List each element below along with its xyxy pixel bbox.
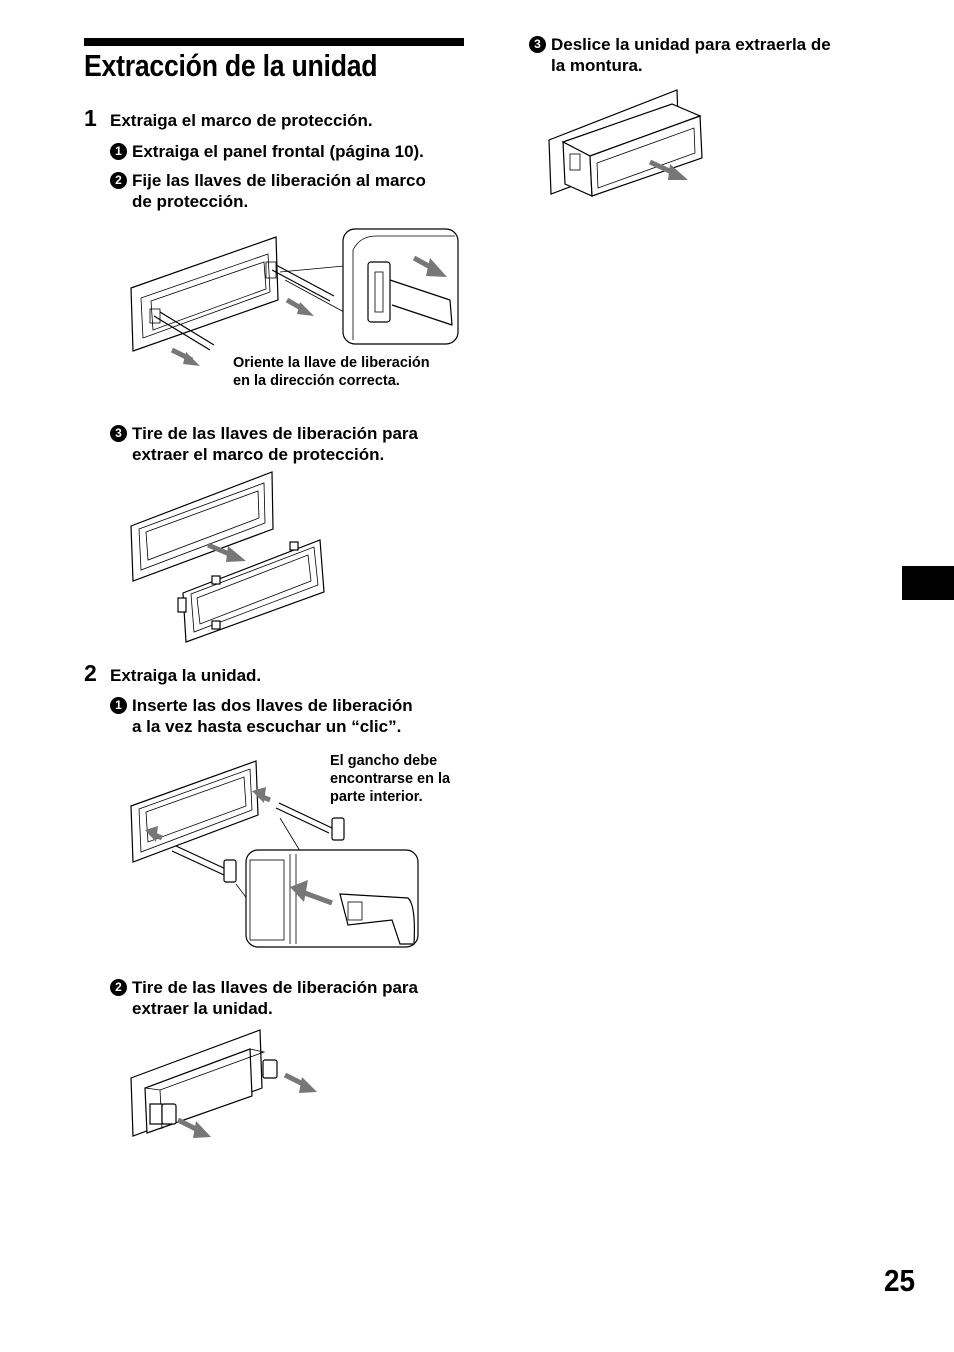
step-1-sub-3: 3 Tire de las llaves de liberación para extraer el marco de protección. — [132, 423, 472, 465]
step-number-badge: 3 — [529, 36, 546, 53]
step-number-badge: 2 — [110, 979, 127, 996]
step-1-text: Extraiga el marco de protección. — [110, 111, 373, 130]
page-number: 25 — [884, 1263, 916, 1298]
step-1-sub-2: 2 Fije las llaves de liberación al marco de protección. — [132, 170, 472, 212]
caption-hook: El gancho debe encontrarse en la parte interior. — [330, 753, 451, 805]
step-2-sub-1: 1 Inserte las dos llaves de liberación a la vez hasta escuchar un “clic”. — [132, 695, 472, 737]
step-1-sub-1: 1 Extraiga el panel frontal (página 10). — [132, 141, 472, 162]
step-number-badge: 3 — [110, 425, 127, 442]
step-number-badge: 2 — [110, 172, 127, 189]
section-title: Extracción de la unidad — [84, 48, 378, 83]
step-2-text: Extraiga la unidad. — [110, 666, 262, 685]
step-2-sub-2: 2 Tire de las llaves de liberación para extraer la unidad. — [132, 977, 472, 1019]
section-thumb-tab — [902, 566, 954, 600]
step-2-number: 2 — [84, 660, 97, 686]
caption-orientation: Oriente la llave de liberación en la dirección correcta. — [233, 355, 430, 389]
step-2-sub-3: 3 Deslice la unidad para extraerla de la montura. — [551, 34, 891, 76]
step-number-badge: 1 — [110, 143, 127, 160]
step-number-badge: 1 — [110, 697, 127, 714]
step-1-number: 1 — [84, 105, 97, 131]
